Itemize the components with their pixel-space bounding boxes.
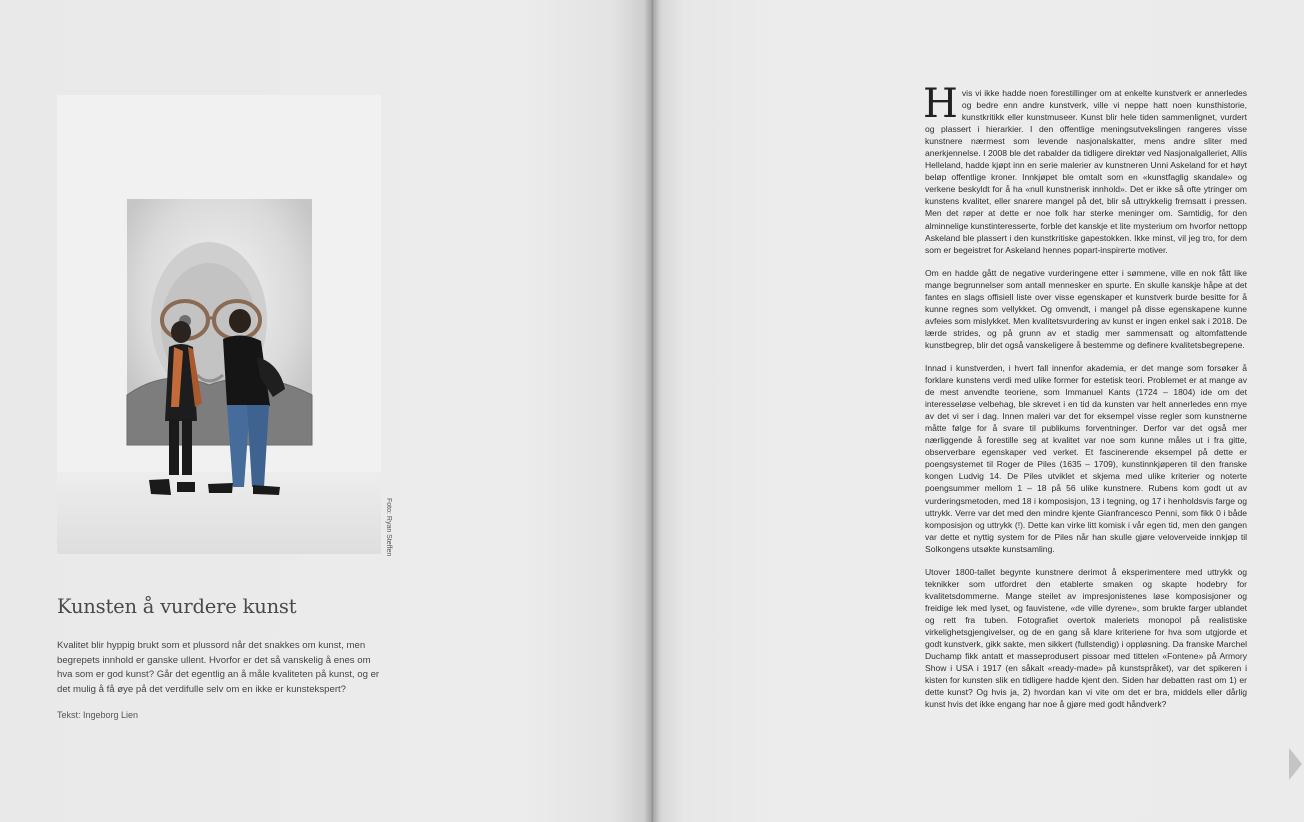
article-byline: Tekst: Ingeborg Lien xyxy=(57,710,139,720)
page-gutter-shadow xyxy=(644,0,660,822)
article-title: Kunsten å vurdere kunst xyxy=(57,595,297,618)
photo-credit: Foto: Ryan Steffen xyxy=(385,498,392,557)
body-paragraph-1 xyxy=(923,81,1247,256)
article-lede: Kvalitet blir hyppig brukt som et plussord når det snakkes om kunst, men begrepets innhold er ganske ullent. Hvorfor er det så vanskelig å enes om hva som er god kunst? Går det egentlig an å måle kvaliteten på kunst, og er det mulig å få øye på det verdifulle selv om en ikke er kunstekspert? xyxy=(57,640,380,695)
gallery-photo xyxy=(57,95,381,554)
body-paragraph-1-text: vis vi ikke hadde noen forestillinger om at enkelte kunstverk er annerledes og bedre enn andre kunstverk, ville vi neppe hatt noen kunsthistorie, kunstkritikk eller kunstmuseer. Kunst blir hele tiden sammenlignet, vurdert og plassert i hierarkier. I den offentlige meningsutvekslingen rangeres visse kunstnere nærmest som levende nasjonalskatter, mens andre sliter med anerkjennelse. I 2008 ble det rabalder da tidligere direktør ved Nasjonalgalleriet, Allis Helleland, hadde kjøpt inn en serie malerier av kunstneren Unni Askeland for et høyt beløp offentlige kroner. Innkjøpet ble omtalt som en «kunstfaglig skandale» og verkene beskyldt for å ha «null kunstnerisk innhold». Det er ikke så ofte ytringer om kunstens kvalitet, eller snarere mangel på det, blir så uttrykkelig fremsatt i pressen. Men det røper at dette er noe folk har sterke meninger om. Samtidig, for den alminnelige kunstinteresserte, forble det kanskje et lite mysterium om hvorfor nettopp Askeland ble plassert i den kunstkritiske gapestokken. Ikke minst, vil jeg tro, for dem som er begeistret for Askeland hennes popart-inspirerte motiver. xyxy=(925,88,1247,255)
body-paragraph-4: Utover 1800-tallet begynte kunstnere derimot å eksperimentere med uttrykk og teknikker som utfordret den etablerte smaken og skapte hodebry for kvalitetsdommerne. Mange steilet av impresjonistenes løse komposisjoner og freidige lek med lyset, og fauvistene, «de ville dyrene», som brukte farger ublandet og rett fra tuben. Fotografiet overtok maleriets monopol på realistiske virkelighetsgjengivelser, og de en gang så klare kriteriene for hva som utgjorde et godt kunstverk, gikk sakte, men sikkert (fullstendig) i oppløsning. Da franske Marchel Duchamp fikk antatt et masseprodusert pissoar med tittelen «Fontene» på Armory Show i USA i 1917 (en såkalt «ready-made» på kunstspråket), var det spikeren i kisten for kunsten slik en tidligere hadde kjent den. Siden har debatten rast om 1) er dette kunst? Og hvis ja, 2) hvordan kan vi vite om det er bra, middels eller dårlig kunst hvis det ikke engang har noe å gjøre med godt håndverk? xyxy=(925,566,1247,710)
body-paragraph-3: Innad i kunstverden, i hvert fall innenfor akademia, er det mange som forsøker å forklare kunstens verdi med ulike former for estetisk teori. Problemet er at mange av de mest anvendte teoriene, som Immanuel Kants (1724 – 1804) ide om det interesseløse velbehag, ble skrevet i en tid da kunsten var helt annerledes enn mye av det vi ser i dag. Innen maleri var det for eksempel visse regler som kunstnerne måtte følge for å svare til publikums forventninger. Derfor var det også mer nærliggende å forestille seg at kvalitet var noe som kunne måles ut i fra gitte, observerbare egenskaper ved verket. Et fascinerende eksempel på dette er poengsystemet til Roger de Piles (1635 – 1709), kunstinnkjøperen til den franske kongen Ludvig 14. De Piles utviklet et skjema med ulike kriterier og noterte poengsummer mellom 1 – 18 på 56 ulike kunstnere. Rubens kom godt ut av vurderingsmetoden, med 18 i komposisjon, 13 i tegning, og 17 i henholdsvis farge og uttrykk. Verre var det med den mindre kjente Gianfrancesco Penni, som fikk 0 i både komposisjon og uttrykk (!). Dette kan virke litt komisk i vår egen tid, men den gangen var dette et nyttig system for de Piles når han skulle gjøre veloverveide innkjøp til Solkongens utsøkte kunstsamling. xyxy=(925,362,1247,554)
article-body xyxy=(923,81,1247,721)
body-paragraph-2: Om en hadde gått de negative vurderingene etter i sømmene, ville en nok fått like mange begrunnelser som antall mennesker en spurte. En skulle kanskje håpe at det fantes en slags offisiell liste over visse egenskaper et kunstverk burde besitte for å kunne regnes som vellykket. Og omvendt, i mangel på disse egenskapene kunne avfeies som mislykket. Men kvalitetsvurdering av kunst er ingen enkel sak i 2018. De lærde strides, og på grunn av et stadig mer sammensatt og altomfattende kunstbegrep, blir det også vanskeligere å bestemme og definere kvalitetsbegrepene. xyxy=(925,267,1247,350)
drop-cap: H xyxy=(923,81,958,127)
chevron-right-icon[interactable] xyxy=(1289,748,1302,780)
